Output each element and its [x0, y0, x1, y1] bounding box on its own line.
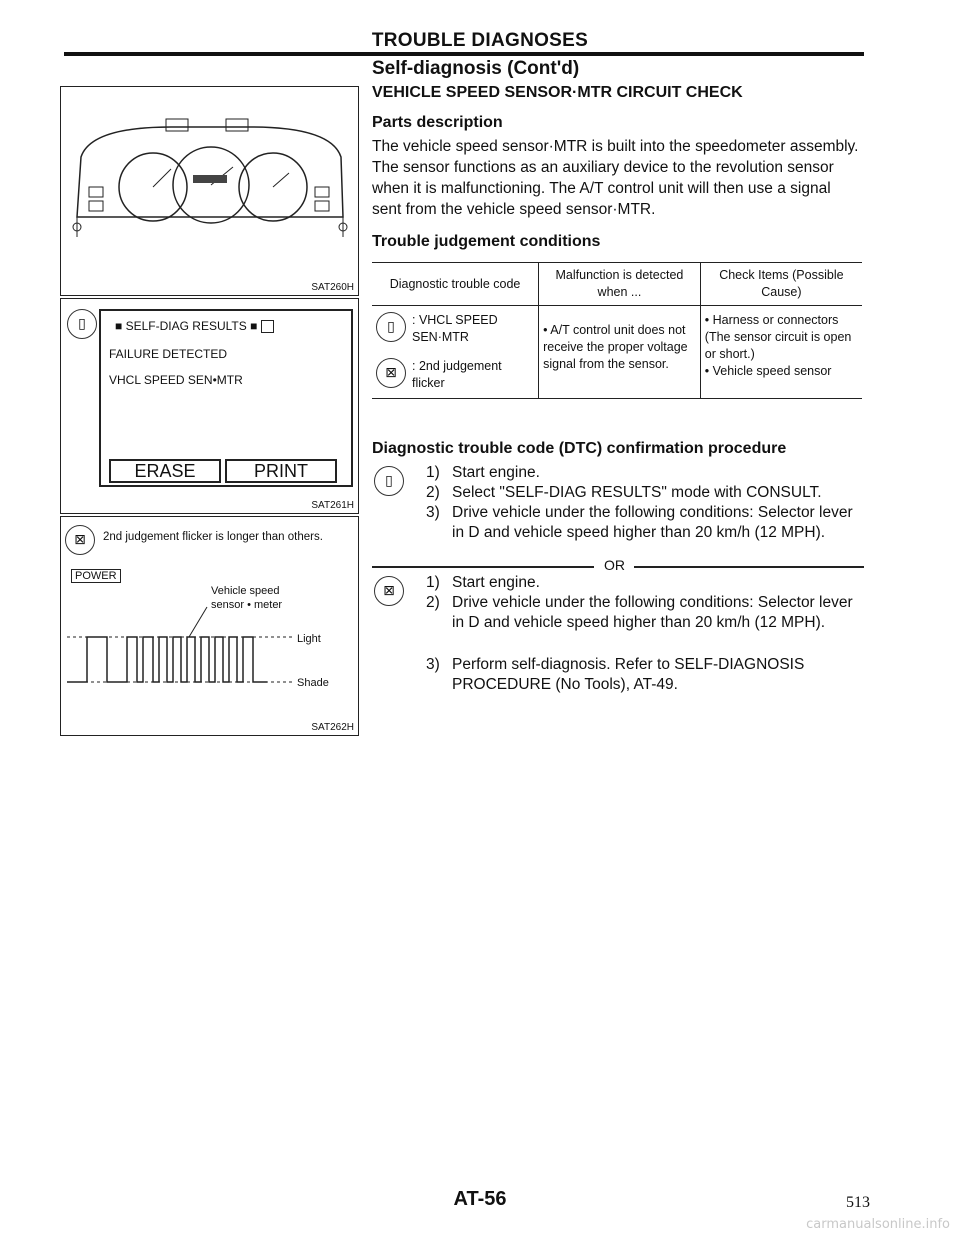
vss-label-2: sensor • meter — [211, 599, 283, 611]
page-header-title: TROUBLE DIAGNOSES — [371, 30, 589, 51]
flicker-icon: ⊠ — [65, 525, 95, 555]
table-header: Malfunction is detected when ... — [539, 263, 701, 306]
step-number: 1) — [426, 464, 440, 481]
figure-label: SAT261H — [311, 500, 354, 511]
table-header: Diagnostic trouble code — [372, 263, 539, 306]
cluster-figure — [60, 86, 359, 296]
watermark: carmanualsonline.info — [806, 1217, 950, 1232]
step-number: 3) — [426, 504, 440, 521]
consult-figure — [60, 298, 359, 514]
step-text: Drive vehicle under the following conditions: Selector lever in D and vehicle speed higher than 20 km/h (12 MPH). — [452, 594, 853, 631]
page-code: AT-56 — [453, 1188, 507, 1210]
or-divider-right — [634, 566, 864, 568]
consult-line-failure: FAILURE DETECTED — [109, 347, 228, 361]
dtc-flicker: : 2nd judgement flicker — [412, 359, 502, 390]
check-item: • Vehicle speed sensor — [704, 364, 832, 378]
consult-screen — [99, 309, 353, 487]
consult-line-dtc: VHCL SPEED SEN•MTR — [109, 373, 243, 387]
print-button[interactable]: PRINT — [225, 459, 337, 483]
check-cell — [700, 306, 862, 399]
step-a3 — [426, 503, 866, 543]
step-b3 — [426, 655, 866, 695]
figure-label: SAT262H — [311, 722, 354, 733]
step-text: Select "SELF-DIAG RESULTS" mode with CONSULT. — [452, 484, 822, 501]
trouble-heading: Trouble judgement conditions — [372, 233, 601, 250]
dtc-consult: : VHCL SPEED SEN·MTR — [412, 313, 498, 344]
light-label: Light — [297, 633, 321, 645]
flicker-figure — [60, 516, 359, 736]
shade-label: Shade — [297, 677, 329, 689]
or-divider-left — [372, 566, 594, 568]
check-item: (The sensor circuit is open or short.) — [704, 330, 852, 361]
or-label: OR — [604, 557, 625, 573]
step-b2 — [426, 593, 866, 633]
flicker-caption: 2nd judgement flicker is longer than others. — [103, 531, 323, 543]
step-text: Drive vehicle under the following conditions: Selector lever in D and vehicle speed higher than 20 km/h (12 MPH). — [452, 504, 853, 541]
instrument-cluster-illustration — [61, 87, 358, 277]
section-subtitle: VEHICLE SPEED SENSOR·MTR CIRCUIT CHECK — [372, 84, 743, 101]
step-a2 — [426, 483, 866, 503]
table-header-row — [372, 263, 862, 306]
consult-icon: ▯ — [376, 312, 406, 342]
check-item: • Harness or connectors — [704, 313, 839, 327]
square-bullet-icon: ■ — [246, 319, 261, 333]
flicker-icon: ⊠ — [374, 576, 404, 606]
step-text: Start engine. — [452, 574, 540, 591]
square-bullet-icon: ■ — [115, 319, 126, 333]
dtc-procedure-heading: Diagnostic trouble code (DTC) confirmation procedure — [372, 440, 787, 457]
flicker-waveform — [67, 577, 297, 687]
page-number: 513 — [846, 1194, 870, 1211]
consult-icon: ▯ — [67, 309, 97, 339]
table-row — [372, 306, 862, 399]
section-title: Self-diagnosis (Cont'd) — [372, 58, 580, 79]
step-number: 2) — [426, 484, 440, 501]
header-rule — [64, 52, 864, 56]
trouble-table — [372, 262, 862, 399]
step-number: 1) — [426, 574, 440, 591]
parts-heading: Parts description — [372, 114, 503, 131]
table-header: Check Items (Possible Cause) — [700, 263, 862, 306]
dtc-cell — [372, 306, 539, 399]
flicker-icon: ⊠ — [376, 358, 406, 388]
consult-icon: ▯ — [374, 466, 404, 496]
step-b1 — [426, 573, 540, 593]
step-text: Perform self-diagnosis. Refer to SELF-DIAGNOSIS PROCEDURE (No Tools), AT-49. — [452, 656, 805, 693]
parts-text: The vehicle speed sensor·MTR is built into the speedometer assembly. The sensor functions as an auxiliary device to the revolution sensor when it is malfunctioning. The A/T control unit will then use a signal sent from the vehicle speed sensor·MTR. — [372, 138, 859, 218]
step-number: 2) — [426, 594, 440, 611]
power-lamp: POWER — [71, 569, 121, 583]
step-number: 3) — [426, 656, 440, 673]
step-a1 — [426, 463, 540, 483]
figure-label: SAT260H — [311, 282, 354, 293]
consult-title: SELF-DIAG RESULTS — [125, 319, 247, 333]
step-text: Start engine. — [452, 464, 540, 481]
vss-label-1: Vehicle speed — [211, 585, 280, 597]
malfunction-cell: • A/T control unit does not receive the proper voltage signal from the sensor. — [539, 306, 701, 399]
checkbox-icon — [261, 320, 274, 333]
consult-title-row — [115, 319, 274, 333]
erase-button[interactable]: ERASE — [109, 459, 221, 483]
